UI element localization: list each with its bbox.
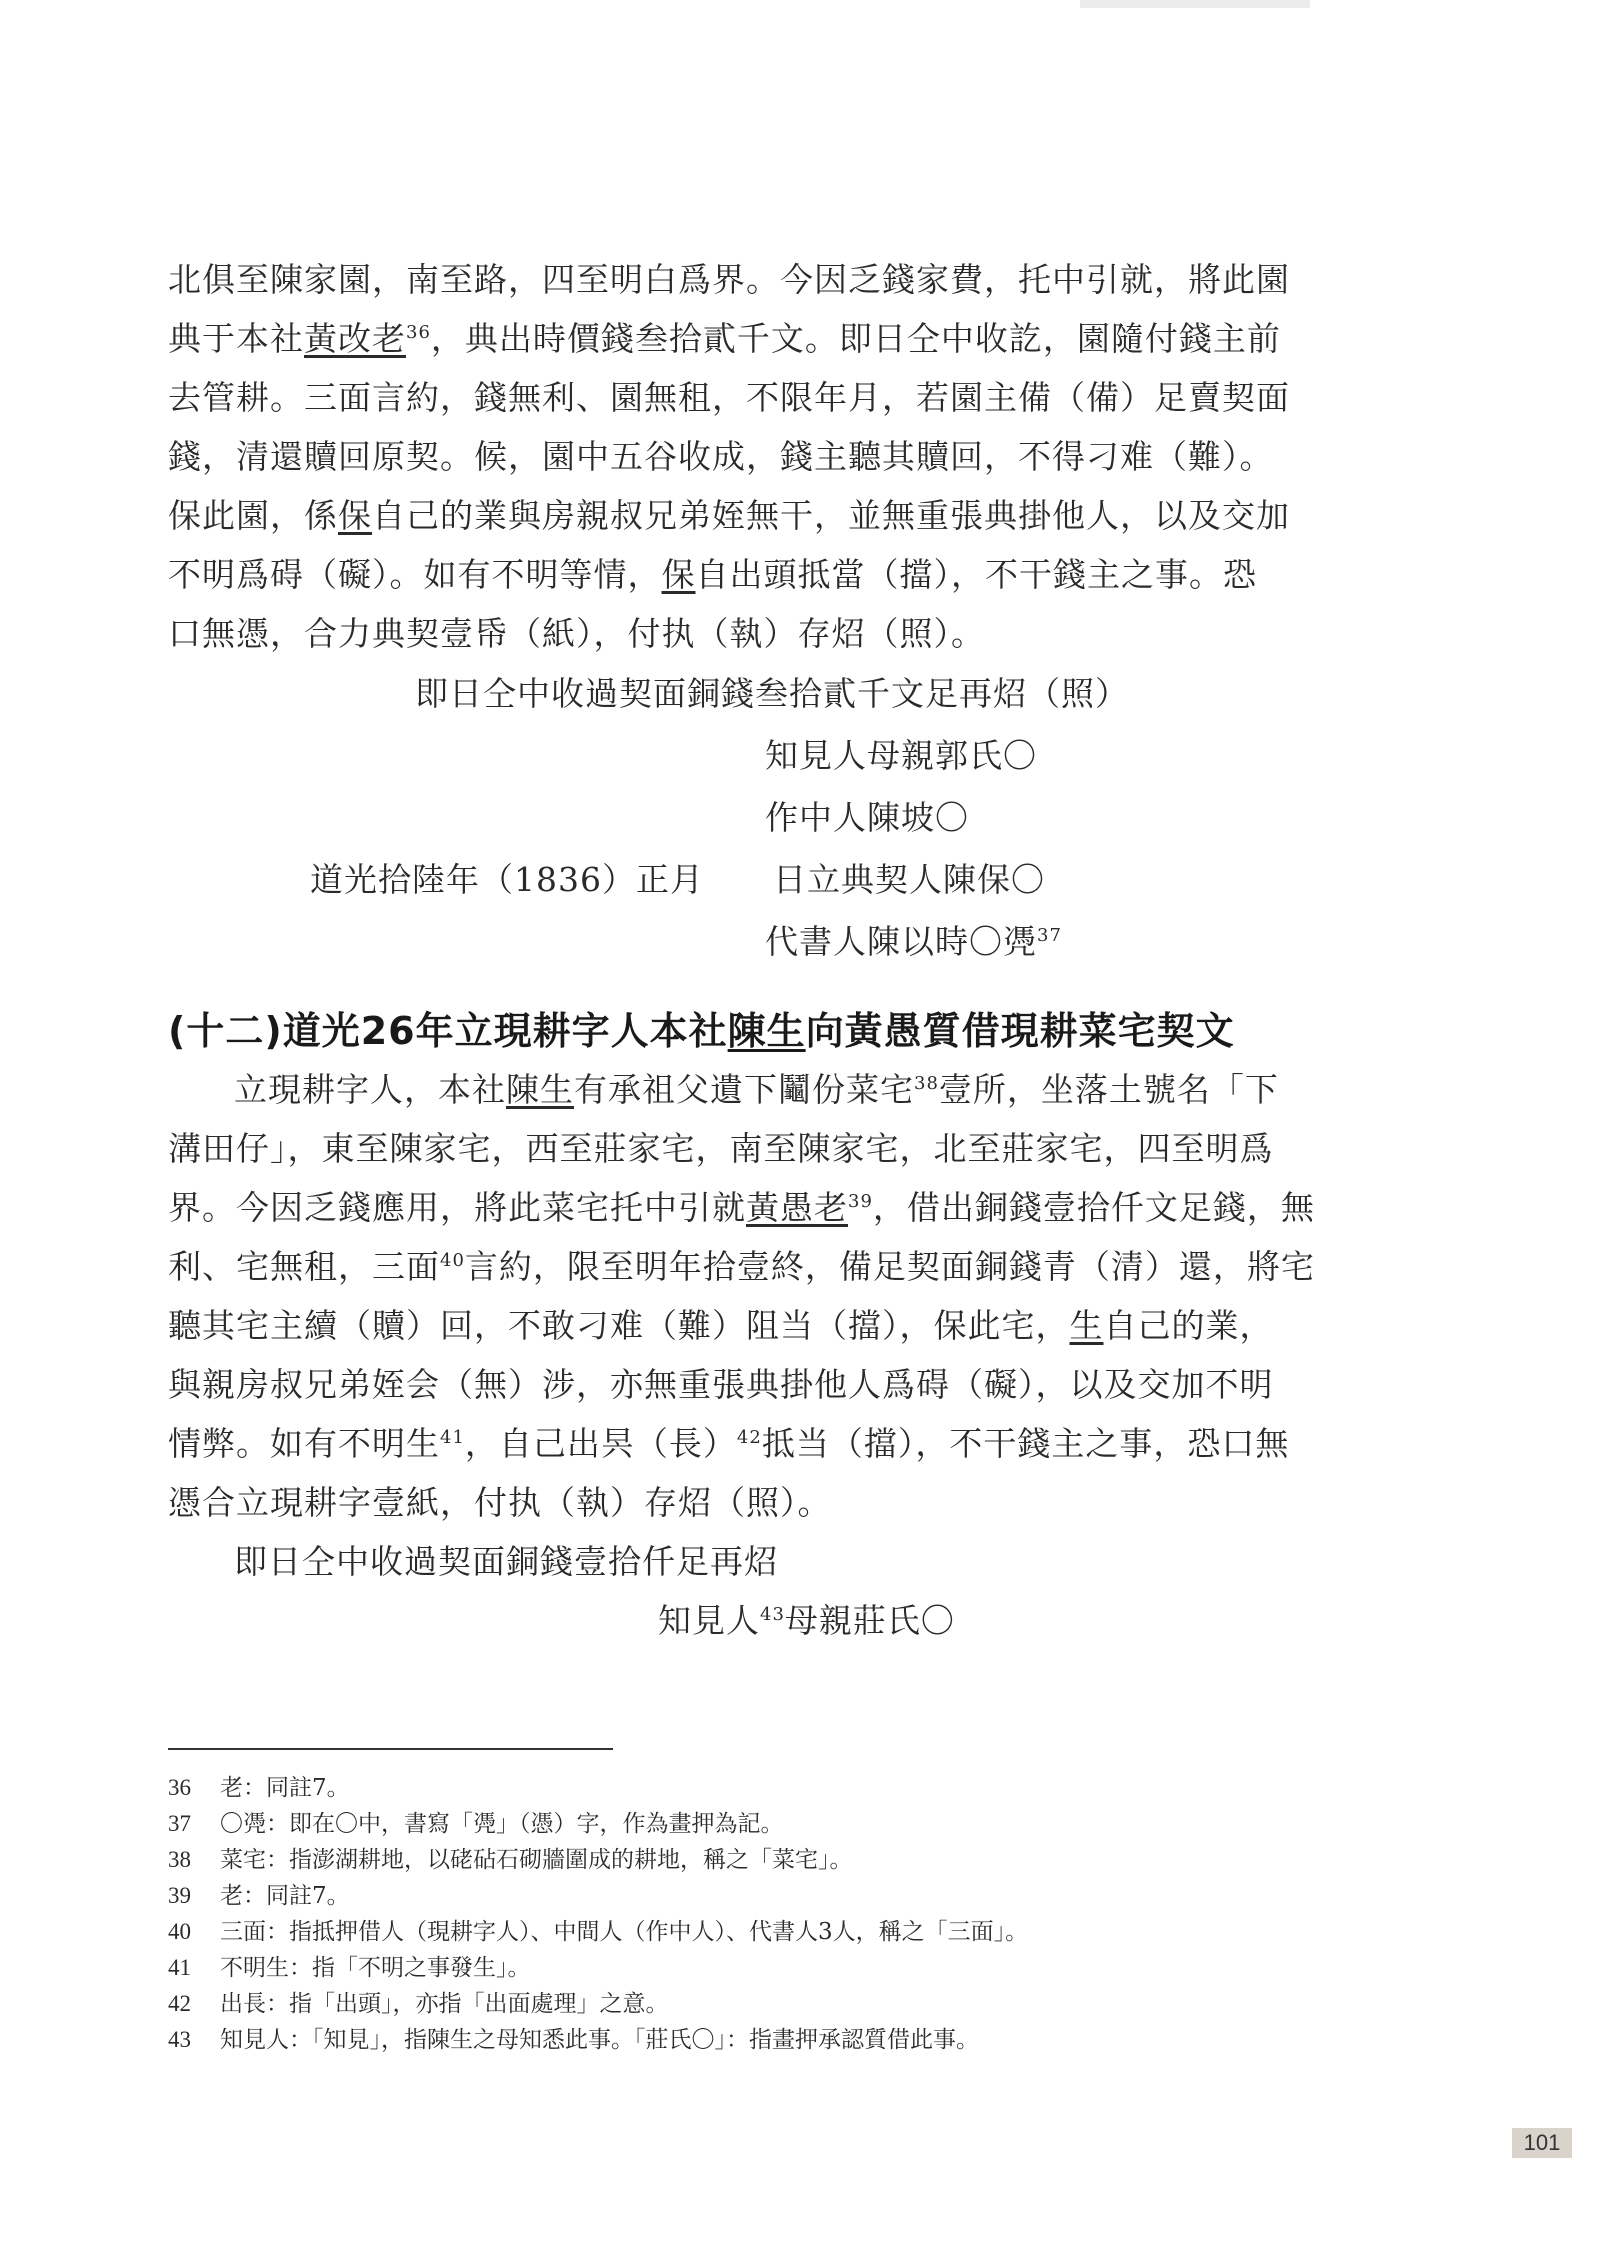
text-line: 口無憑，合力典契壹帋（紙），付执（執）存炤（照）。 bbox=[168, 614, 985, 653]
footnote-ref[interactable]: 38 bbox=[914, 1073, 939, 1094]
contract-11-signatures bbox=[168, 664, 1358, 994]
text-line: 情弊。如有不明生$^{41}$，自己出昗（長）$^{42}$抵当（擋），不干錢主之事，恐口無 bbox=[168, 1424, 1290, 1463]
text-line: 不明爲碍（礙）。如有不明等情，保自出頭抵當（擋），不干錢主之事。恐 bbox=[168, 555, 1257, 594]
page-number: 101 bbox=[1512, 2128, 1572, 2158]
person-name: 黃愚老 bbox=[746, 1188, 848, 1227]
footnote-ref[interactable]: 40 bbox=[440, 1250, 465, 1271]
text-line: 利、宅無租，三面$^{40}$言約，限至明年拾壹終，備足契面銅錢青（清）還，將宅 bbox=[168, 1247, 1315, 1286]
footnote: 41 不明生：指「不明之事發生」。 bbox=[168, 1955, 531, 1981]
middleman-line: 作中人陳坡〇 bbox=[765, 798, 969, 837]
contract-12-body bbox=[168, 1060, 1358, 1650]
receipt-line: 即日仝中收過契面銅錢叁拾貳千文足再炤（照） bbox=[415, 674, 1129, 713]
person-name: 陳生 bbox=[727, 1009, 806, 1053]
text-line: 憑合立現耕字壹紙，付执（執）存炤（照）。 bbox=[168, 1483, 832, 1522]
maker-line: 日立典契人陳保〇 bbox=[773, 860, 1045, 899]
footnote: 42 出長：指「出頭」，亦指「出面處理」之意。 bbox=[168, 1991, 669, 2017]
person-name: 黃改老 bbox=[304, 319, 406, 358]
text-line: 立現耕字人，本社陳生有承祖父遺下鬮份菜宅$^{38}$壹所，坐落土號名「下 bbox=[234, 1070, 1279, 1109]
underlined-char: 保 bbox=[338, 496, 372, 535]
contract-11-body bbox=[168, 250, 1358, 663]
footnote-ref[interactable]: 42 bbox=[736, 1427, 762, 1448]
text-line: 典于本社黃改老$^{36}$，典出時價錢叁拾貳千文。即日仝中收訖，園隨付錢主前 bbox=[168, 319, 1281, 358]
footnote-divider bbox=[168, 1748, 613, 1750]
text-line: 溝田仔」，東至陳家宅，西至莊家宅，南至陳家宅，北至莊家宅，四至明爲 bbox=[168, 1129, 1274, 1168]
footnote: 36 老：同註7。 bbox=[168, 1775, 350, 1801]
witness-line: 知見人$^{43}$母親莊氏〇 bbox=[658, 1601, 955, 1640]
footnote: 40 三面：指抵押借人（現耕字人）、中間人（作中人）、代書人3人，稱之「三面」。 bbox=[168, 1919, 1029, 1945]
section-title: (十二)道光26年立現耕字人本社陳生向黃愚質借現耕菜宅契文 bbox=[168, 1009, 1235, 1053]
witness-line: 知見人母親郭氏〇 bbox=[765, 736, 1037, 775]
text-line: 北俱至陳家園，南至路，四至明白爲界。今因乏錢家費，托中引就，將此園 bbox=[168, 260, 1290, 299]
footnote: 43 知見人：「知見」，指陳生之母知悉此事。「莊氏〇」：指畫押承認質借此事。 bbox=[168, 2027, 979, 2053]
footnote: 37 〇凴：即在〇中，書寫「凴」（憑）字，作為畫押為記。 bbox=[168, 1811, 784, 1837]
text-line: 去管耕。三面言約，錢無利、園無租，不限年月，若園主備（備）足賣契面 bbox=[168, 378, 1290, 417]
footnote-ref[interactable]: 37 bbox=[1037, 925, 1062, 946]
text-line: 保此園，係保自己的業與房親叔兄弟姪無干，並無重張典掛他人，以及交加 bbox=[168, 496, 1290, 535]
underlined-char: 生 bbox=[1069, 1306, 1104, 1345]
date-line: 道光拾陸年（1836）正月 bbox=[310, 860, 704, 899]
footnotes bbox=[168, 1770, 1028, 2058]
footnote-ref[interactable]: 36 bbox=[406, 322, 431, 343]
footnote-ref[interactable]: 41 bbox=[440, 1427, 465, 1448]
underlined-char: 保 bbox=[661, 555, 696, 594]
text-line: 界。今因乏錢應用，將此菜宅托中引就黃愚老$^{39}$，借出銅錢壹拾仟文足錢，無 bbox=[168, 1188, 1315, 1227]
text-line: 與親房叔兄弟姪会（無）涉，亦無重張典掛他人爲碍（礙），以及交加不明 bbox=[168, 1365, 1274, 1404]
text-line: 錢，清還贖回原契。候，園中五谷收成，錢主聽其贖回，不得刁难（難）。 bbox=[168, 437, 1274, 476]
footnote: 39 老：同註7。 bbox=[168, 1883, 350, 1909]
scan-mark bbox=[1080, 0, 1310, 8]
receipt-line: 即日仝中收過契面銅錢壹拾仟足再炤 bbox=[234, 1542, 778, 1581]
scribe-line: 代書人陳以時〇凴$^{37}$ bbox=[765, 922, 1062, 961]
person-name: 陳生 bbox=[506, 1070, 574, 1109]
text-line: 聽其宅主續（贖）回，不敢刁难（難）阻当（擋），保此宅，生自己的業， bbox=[168, 1306, 1274, 1345]
footnote-ref[interactable]: 39 bbox=[848, 1191, 873, 1212]
footnote-ref[interactable]: 43 bbox=[760, 1604, 785, 1625]
footnote: 38 菜宅：指澎湖耕地，以硓砧石砌牆圍成的耕地，稱之「菜宅」。 bbox=[168, 1847, 853, 1873]
